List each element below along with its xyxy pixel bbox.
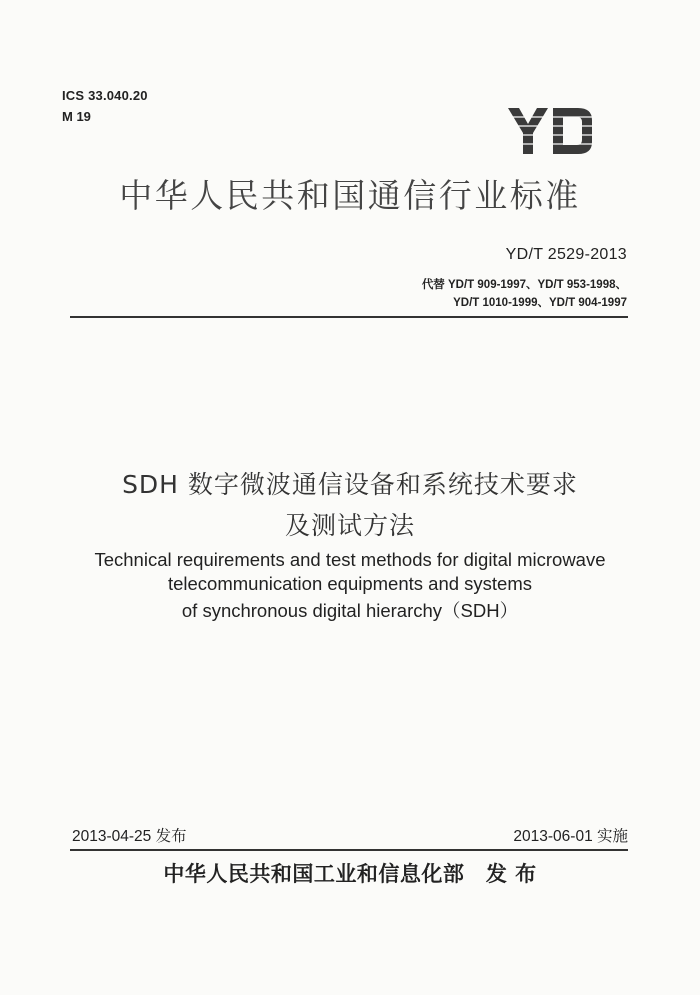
standard-type-title: 中华人民共和国通信行业标准: [119, 176, 581, 215]
replaces-line-2: YD/T 1010-1999、YD/T 904-1997: [453, 297, 627, 309]
yd-logo: [508, 108, 592, 154]
footer-divider: [70, 849, 628, 851]
chinese-title-line-1: SDH 数字微波通信设备和系统技术要求: [122, 470, 578, 499]
english-title-line-3: of synchronous digital hierarchy（SDH）: [181, 600, 519, 621]
yd-logo-mark: [508, 108, 592, 154]
classification-code: M 19: [62, 109, 91, 124]
issuing-ministry: 中华人民共和国工业和信息化部 发 布: [163, 861, 537, 886]
chinese-title-line-2: 及测试方法: [284, 511, 415, 540]
english-title-line-1: Technical requirements and test methods for digital microwave: [94, 549, 606, 570]
ics-code: ICS 33.040.20: [62, 88, 148, 103]
standard-code: YD/T 2529-2013: [505, 246, 627, 263]
replaces-line-1: 代替 YD/T 909-1997、YD/T 953-1998、: [421, 279, 627, 291]
issue-date: 2013-04-25 发布: [72, 828, 187, 845]
english-title-line-2: telecommunication equipments and systems: [167, 573, 532, 594]
implementation-date: 2013-06-01 实施: [513, 828, 628, 845]
header-divider: [70, 316, 628, 318]
